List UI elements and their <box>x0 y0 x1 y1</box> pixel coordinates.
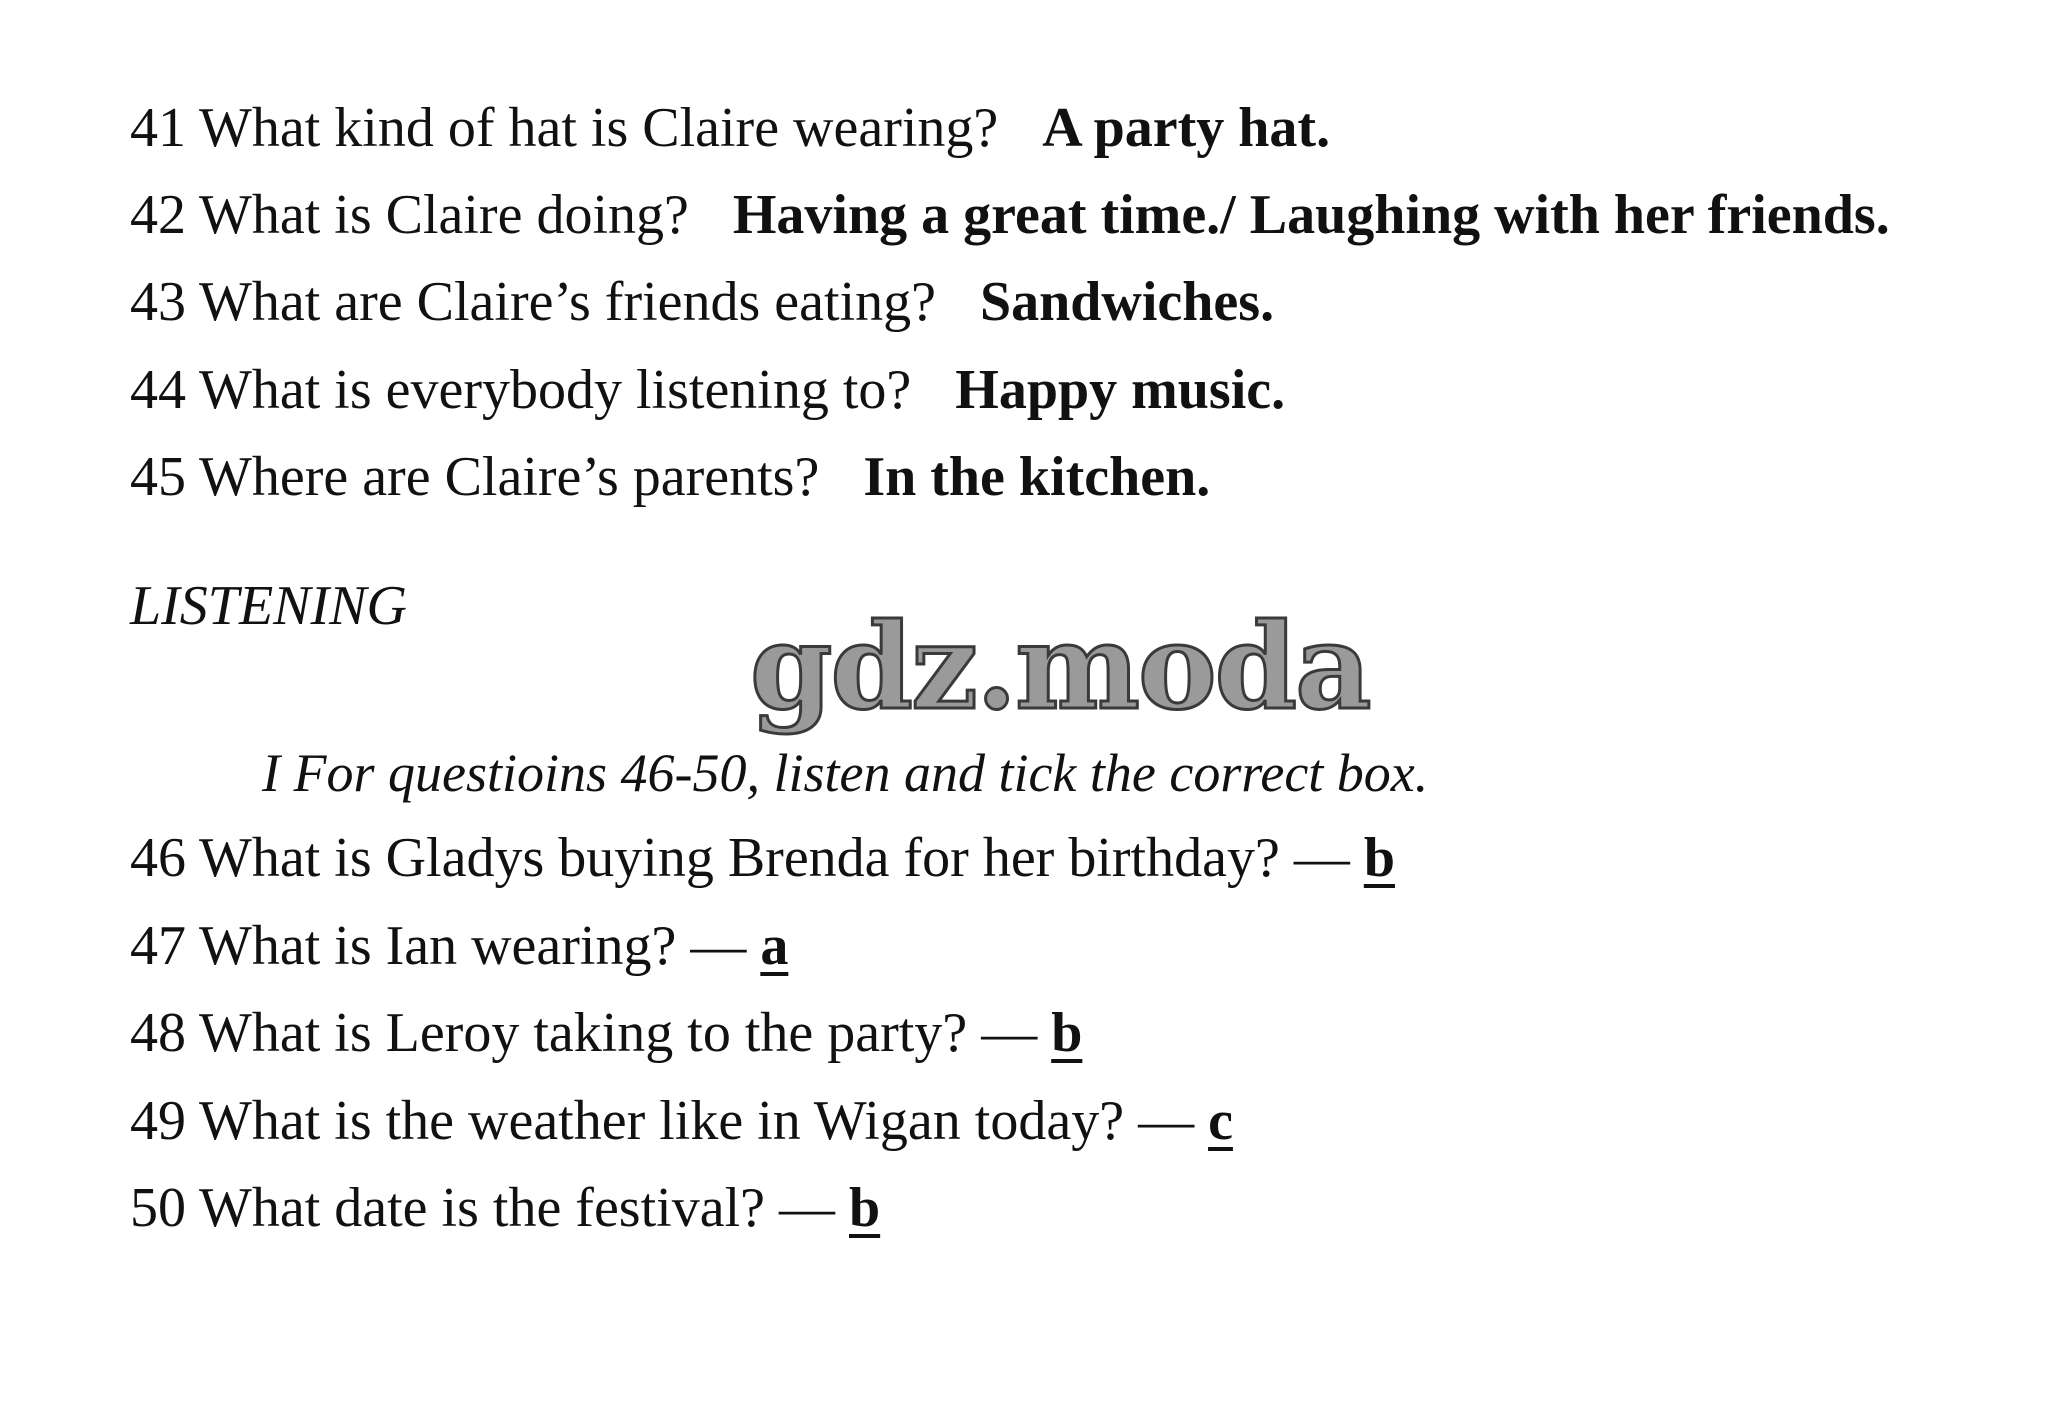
dash: — <box>690 915 747 977</box>
question-42: 42 What is Claire doing? <box>130 184 689 246</box>
choice-50: b <box>848 1177 881 1239</box>
answer-45: In the kitchen. <box>863 446 1211 508</box>
dash: — <box>778 1177 835 1239</box>
instruction-text: I For questioins 46-50, listen and tick the correct box. <box>262 743 1429 803</box>
answer-44: Happy music. <box>955 359 1286 421</box>
dash: — <box>1138 1090 1195 1152</box>
qa-line-41 <box>130 97 1331 159</box>
listening-line-50 <box>130 1177 881 1239</box>
choice-46: b <box>1363 827 1395 889</box>
section-heading: LISTENING <box>130 575 407 637</box>
question-45: 45 Where are Claire’s parents? <box>130 446 820 508</box>
watermark-logo: gdz.moda <box>750 597 1370 736</box>
listening-line-47 <box>130 915 789 977</box>
question-41: 41 What kind of hat is Claire wearing? <box>130 97 999 159</box>
answer-43: Sandwiches. <box>979 271 1275 333</box>
listening-line-49 <box>130 1090 1233 1152</box>
choice-49: c <box>1208 1090 1233 1152</box>
question-48: 48 What is Leroy taking to the party? <box>130 1002 968 1064</box>
answer-42: Having a great time./ Laughing with her friends. <box>732 184 1890 246</box>
choice-48: b <box>1051 1002 1083 1064</box>
dash: — <box>1293 827 1350 889</box>
question-44: 44 What is everybody listening to? <box>130 359 912 421</box>
choice-47: a <box>760 915 789 977</box>
question-43: 43 What are Claire’s friends eating? <box>130 271 936 333</box>
listening-line-46 <box>130 827 1395 889</box>
question-50: 50 What date is the festival? <box>130 1177 765 1239</box>
answer-41: A party hat. <box>1042 97 1331 159</box>
qa-line-42 <box>130 184 1890 246</box>
question-47: 47 What is Ian wearing? <box>130 915 677 977</box>
question-49: 49 What is the weather like in Wigan today? <box>130 1090 1125 1152</box>
listening-line-48 <box>130 1002 1083 1064</box>
qa-line-43 <box>130 271 1275 333</box>
qa-line-44 <box>130 359 1286 421</box>
dash: — <box>981 1002 1038 1064</box>
qa-line-45 <box>130 446 1211 508</box>
question-46: 46 What is Gladys buying Brenda for her birthday? <box>130 827 1280 889</box>
